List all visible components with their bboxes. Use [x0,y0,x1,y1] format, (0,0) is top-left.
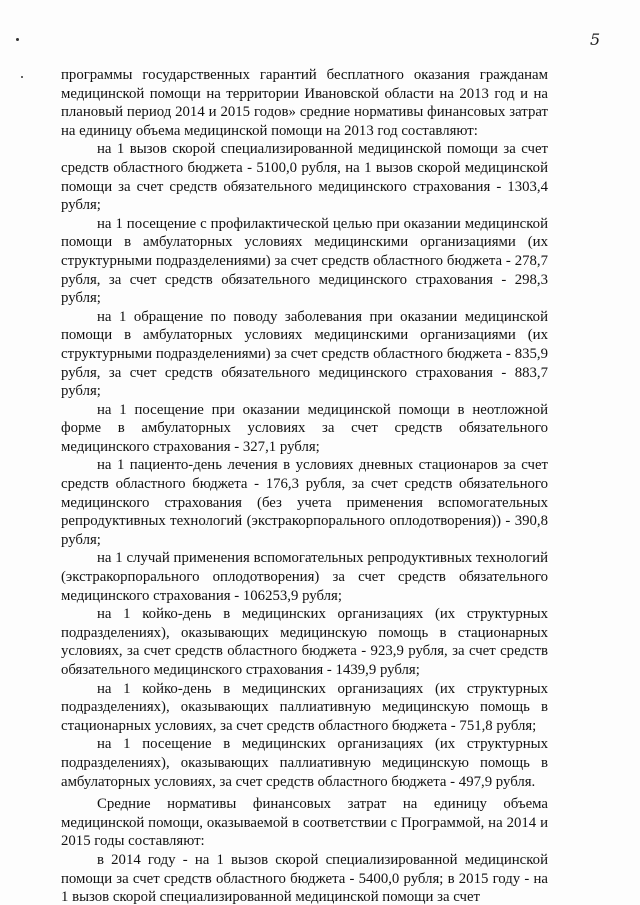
paragraph: на 1 койко-день в медицинских организациях (их структурных подразделениях), оказывающих медицинскую помощь в стационарных условиях, за счет средств областного бюджета - 923,9 рубля, за счет средств обязательного медицинского страхования - 1439,9 рубля; [61,606,548,678]
paragraph: на 1 посещение при оказании медицинской помощи в неотложной форме в амбулаторных условиях за счет средств обязательного медицинского страхования - 327,1 рубля; [61,401,548,455]
paragraph: на 1 обращение по поводу заболевания при оказании медицинской помощи в амбулаторных условиях медицинскими организациями (их структурными подразделениями) за счет средств областного бюджета - 835,9 рубля, за счет средств обязательного медицинского страхования - 883,7 рубля; [61,308,548,400]
paragraph: на 1 посещение в медицинских организациях (их структурных подразделениях), оказывающих паллиативную медицинскую помощь в амбулаторных условиях, за счет средств областного бюджета - 497,9 рубля. [61,736,548,790]
scan-speck [21,76,23,78]
paragraph: программы государственных гарантий бесплатного оказания гражданам медицинской помощи на территории Ивановской области на 2013 год и на плановый период 2014 и 2015 годов» средние нормативы финансовых затрат на единицу объема медицинской помощи на 2013 год составляют: [61,67,548,139]
paragraph: в 2014 году - на 1 вызов скорой специализированной медицинской помощи за счет средств областного бюджета - 5400,0 рубля; в 2015 году - на 1 вызов скорой специализированной медицинской помощи за счет [61,851,548,905]
paragraph: на 1 койко-день в медицинских организациях (их структурных подразделениях), оказывающих паллиативную медицинскую помощь в стационарных условиях, за счет средств областного бюджета - 751,8 рубля; [61,680,548,734]
document-body [61,66,548,905]
paragraph: на 1 пациенто-день лечения в условиях дневных стационаров за счет средств областного бюджета - 176,3 рубля, за счет средств обязательного медицинского страхования (без учета применения вспомогательных репродуктивных технологий (экстракорпорального оплодотворения)) - 390,8 рубля; [61,457,548,548]
paragraph: на 1 посещение с профилактической целью при оказании медицинской помощи в амбулаторных условиях медицинскими организациями (их структурными подразделениями) за счет средств областного бюджета - 278,7 рубля, за счет средств обязательного медицинского страхования - 298,3 рубля; [61,215,548,307]
paragraph: на 1 вызов скорой специализированной медицинской помощи за счет средств областного бюджета - 5100,0 рубля, на 1 вызов скорой медицинской помощи за счет средств обязательного медицинского страхования - 1303,4 рубля; [61,141,548,214]
scan-speck [16,38,19,41]
page-number: 5 [590,30,601,49]
paragraph: Средние нормативы финансовых затрат на единицу объема медицинской помощи, оказываемой в соответствии с Программой, на 2014 и 2015 годы составляют: [61,796,548,850]
paragraph: на 1 случай применения вспомогательных репродуктивных технологий (экстракорпорального оплодотворения) за счет средств обязательного медицинского страхования - 106253,9 рубля; [61,550,548,604]
